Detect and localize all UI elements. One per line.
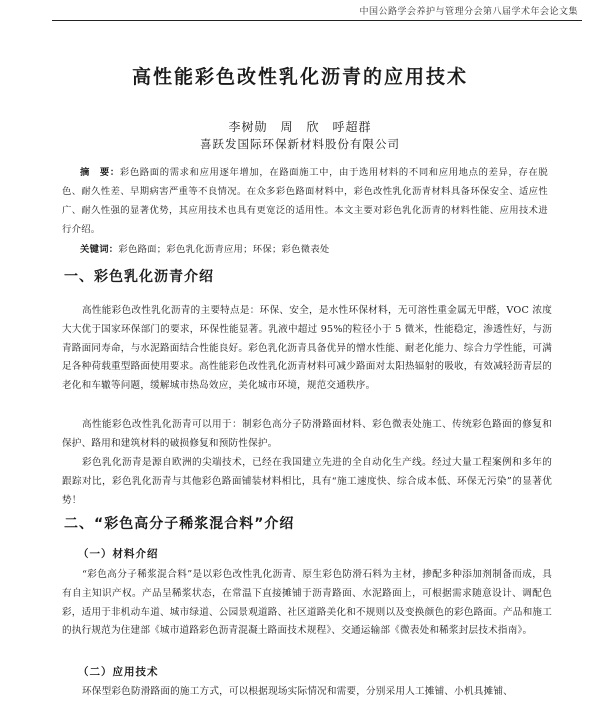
section-2-heading: 二、“彩色高分子稀浆混合料”介绍	[64, 516, 295, 532]
affiliation: 喜跃发国际环保新材料股份有限公司	[200, 137, 400, 151]
authors: 李树勋 周 欣 呼超群	[228, 120, 372, 134]
keywords-label: 关键词：	[80, 244, 119, 255]
section-1-heading: 一、彩色乳化沥青介绍	[64, 269, 214, 285]
subsection-2-paragraph: 环保型彩色防滑路面的施工方式，可以根据现场实际情况和需要，分别采用人工摊铺、小机具摊铺、	[82, 686, 513, 697]
subsection-2-heading: （二）应用技术	[78, 666, 159, 678]
header-rule	[52, 20, 582, 21]
subsection-1-heading: （一）材料介绍	[78, 548, 159, 560]
keywords-text: 彩色路面；彩色乳化沥青应用；环保；彩色微表处	[118, 244, 330, 255]
abstract-label: 摘 要：	[80, 167, 120, 178]
abstract-text: 彩色路面的需求和应用逐年增加，在路面施工中，由于选用材料的不同和应用地点的差异，存在脱色、耐久性差、早期病害严重等不良情况。在众多彩色路面材料中，彩色改性乳化沥青材料具备环保安全、适应性广、耐久性强的显著优势，其应用技术也具有更宽泛的适用性。本文主要对彩色乳化沥青的材料性能、应用技术进行介绍。	[62, 167, 549, 235]
abstract	[62, 163, 548, 239]
paper-title: 高性能彩色改性乳化沥青的应用技术	[131, 66, 468, 88]
keywords	[80, 241, 548, 255]
running-header: 中国公路学会养护与管理分会第八届学术年会论文集	[359, 7, 578, 17]
section-1-paragraph: 彩色乳化沥青是源自欧洲的尖端技术，已经在我国建立先进的全自动化生产线。经过大量工程案例和多年的跟踪对比，彩色乳化沥青与其他彩色路面铺装材料相比，具有“施工速度快、综合成本低、环保无污染”的显著优势！	[62, 457, 552, 506]
section-1-paragraph: 高性能彩色改性乳化沥青的主要特点是：环保、安全，是水性环保材料，无可溶性重金属无甲醛，VOC 浓度大大优于国家环保部门的要求，环保性能显著。乳液中超过 95%的粒径小于 5 微米，性能稳定，渗透性好，与沥青路面同寿命，与水泥路面结合性能良好。彩色乳化沥青具备优异的憎水性能、耐老化能力、综合力学性能，可满足各种荷载重型路面使用要求。高性能彩色改性乳化沥青材料可减少路面对太阳热辐射的吸收，有效减轻沥青层的老化和车辙等问题，缓解城市热岛效应，美化城市环境，规范交通秩序。	[62, 305, 552, 392]
section-1-paragraph: 高性能彩色改性乳化沥青可以用于：制彩色高分子防滑路面材料、彩色微表处施工、传统彩色路面的修复和保护、路用和建筑材料的破损修复和预防性保护。	[62, 419, 552, 449]
subsection-1-paragraph: “彩色高分子稀浆混合料”是以彩色改性乳化沥青、原生彩色防滑石料为主材，掺配多种添加剂制备而成，具有自主知识产权。产品呈稀浆状态，在常温下直接摊铺于沥青路面、水泥路面上，可根据需求随意设计、调配色彩，适用于非机动车道、城市绿道、公园景观道路、社区道路美化和不规则以及变换颜色的彩色路面。产品和施工的执行规范为住建部《城市道路彩色沥青混凝土路面技术规程》、交通运输部《微表处和稀浆封层技术指南》。	[62, 569, 552, 637]
